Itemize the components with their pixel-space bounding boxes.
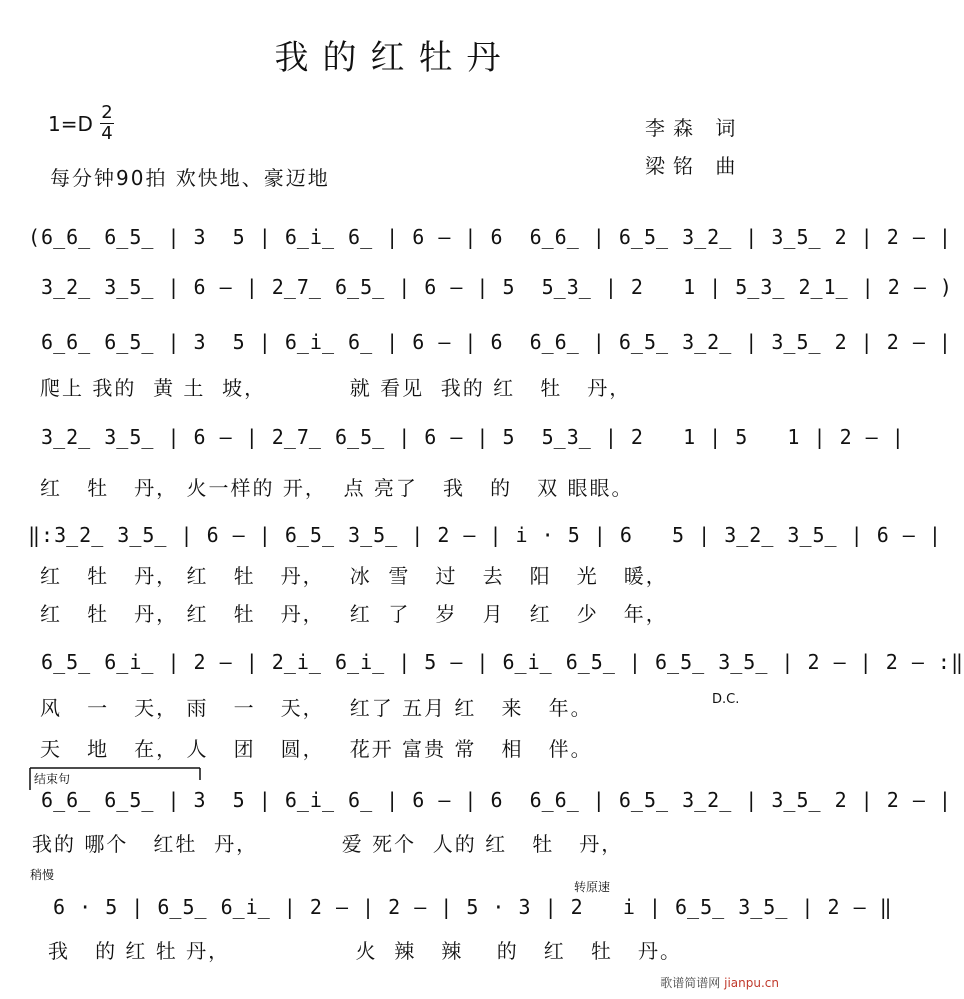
notation-row-5: ‖:3̲2̲ 3̲5̲ | 6 — | 6̲5̲ 3̲5̲ | 2 — | i · 5 | 6 5 | 3̲2̲ 3̲5̲ | 6 — | [28, 523, 942, 547]
notation-row-2: 3̲2̲ 3̲5̲ | 6 — | 2̲7̲ 6̲5̲ | 6 — | 5 5̲3̲ | 2 1 | 5̲3̲ 2̲1̲ | 2 — ) [28, 275, 953, 299]
key-label: 1=D [48, 112, 93, 136]
song-title: 我的红牡丹 [274, 38, 515, 78]
lyric-row-3: 爬上 我的 黄 土 坡， 就 看见 我的 红 牡 丹， [40, 376, 632, 400]
lyric-row-6b: 天 地 在， 人 团 圆， 花开 富贵 常 相 伴。 [40, 737, 593, 761]
composer-credit: 梁铭 曲 [645, 154, 744, 178]
notation-row-1: (6̲6̲ 6̲5̲ | 3 5 | 6̲i̲ 6̲ | 6 — | 6 6̲6̲ | 6̲5̲ 3̲2̲ | 3̲5̲ 2 | 2 — | [28, 225, 952, 249]
watermark-url: jianpu.cn [724, 976, 779, 990]
dc-marking: D.C. [712, 692, 740, 707]
lyric-row-6a: 风 一 天， 雨 一 天， 红了 五月 红 来 年。 [40, 696, 593, 720]
slow-marking: 稍慢 [30, 868, 55, 882]
notation-row-8: 6 · 5 | 6̲5̲ 6̲i̲ | 2 — | 2 — | 5 · 3 | 2 i | 6̲5̲ 3̲5̲ | 2 — ‖ [40, 895, 893, 919]
time-bottom: 4 [101, 123, 113, 144]
notation-row-7: 6̲6̲ 6̲5̲ | 3 5 | 6̲i̲ 6̲ | 6 — | 6 6̲6̲ | 6̲5̲ 3̲2̲ | 3̲5̲ 2 | 2 — | [28, 788, 952, 812]
lyric-row-5b: 红 牡 丹， 红 牡 丹， 红 了 岁 月 红 少 年， [40, 602, 668, 626]
tempo-marking: 每分钟90拍 欢快地、豪迈地 [50, 166, 330, 190]
notation-row-3: 6̲6̲ 6̲5̲ | 3 5 | 6̲i̲ 6̲ | 6 — | 6 6̲6̲ | 6̲5̲ 3̲2̲ | 3̲5̲ 2 | 2 — | [28, 330, 952, 354]
watermark [660, 974, 779, 991]
lyric-row-8: 我 的 红 牡 丹， 火 辣 辣 的 红 牡 丹。 [48, 939, 682, 963]
ending-marking: 结束句 [34, 772, 71, 786]
watermark-cn: 歌谱简谱网 [660, 976, 721, 990]
lyric-row-5a: 红 牡 丹， 红 牡 丹， 冰 雪 过 去 阳 光 暖， [40, 564, 668, 588]
time-signature [100, 104, 114, 143]
resume-tempo-marking: 转原速 [574, 880, 611, 894]
lyric-row-4: 红 牡 丹， 火一样的 开， 点 亮了 我 的 双 眼眼。 [40, 476, 634, 500]
notation-row-6: 6̲5̲ 6̲i̲ | 2 — | 2̲i̲ 6̲i̲ | 5 — | 6̲i̲ 6̲5̲ | 6̲5̲ 3̲5̲ | 2 — | 2 — :‖ [28, 650, 964, 674]
lyric-row-7: 我的 哪个 红牡 丹， 爱 死个 人的 红 牡 丹， [32, 832, 624, 856]
time-top: 2 [101, 102, 113, 123]
lyricist-credit: 李森 词 [645, 116, 744, 140]
key-signature [48, 102, 113, 144]
notation-row-4: 3̲2̲ 3̲5̲ | 6 — | 2̲7̲ 6̲5̲ | 6 — | 5 5̲3̲ | 2 1 | 5 1 | 2 — | [28, 425, 905, 449]
